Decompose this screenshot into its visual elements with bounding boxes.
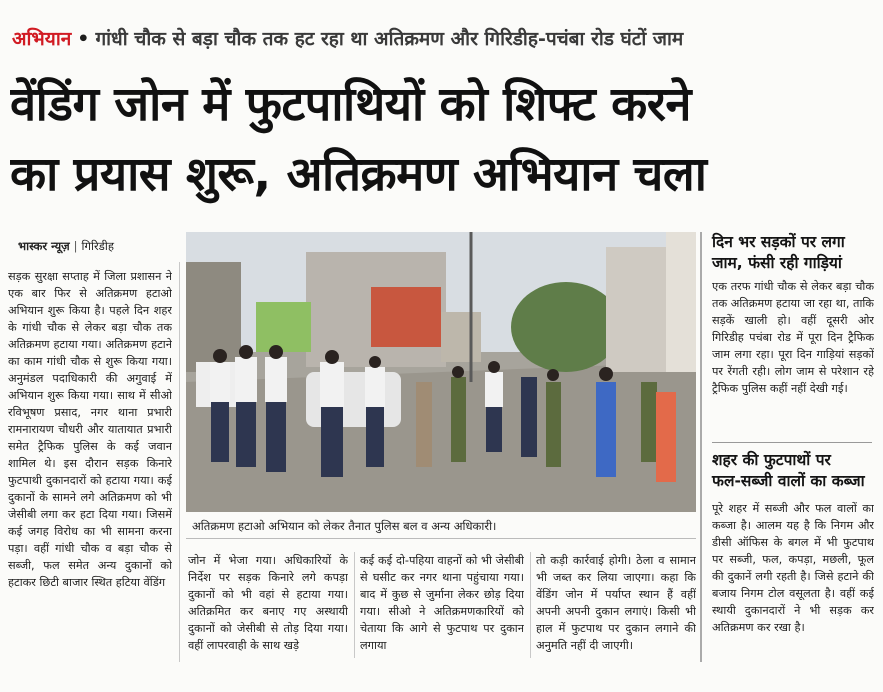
body-column-4: तो कड़ी कार्रवाई होगी। ठेला व सामान भी जब्त कर लिया जाएगा। कहा कि वेंडिंग जोन में पर्याप्त स्थान हैं वहीं अपनी अपनी दुकान लगाएं। किसी भी हाल में फुटपाथ पर दुकान लगाने की अनुमति नहीं दी जाएगी। xyxy=(536,554,696,652)
dateline xyxy=(18,239,114,254)
sidebar-2-heading xyxy=(712,450,877,492)
body-column-2: जोन में भेजा गया। अधिकारियों के निर्देश पर सड़क किनारे लगे कपड़ा दुकानों को भी वहां से हटाया गया। अतिक्रमित कर बनाए गए अस्थायी दुकानों को जेसीबी से तोड़ दिया गया। वहीं लापरवाही के साथ खड़े xyxy=(188,554,348,652)
dateline-source: भास्कर न्यूज़ xyxy=(18,239,70,253)
headline xyxy=(10,70,876,210)
body-column-1: सड़क सुरक्षा सप्ताह में जिला प्रशासन ने एक बार फिर से अतिक्रमण हटाओ अभियान शुरू किया है। पहले दिन शहर के गांधी चौक से लेकर बड़ा चौक तक अतिक्रमण हटाया गया। अतिक्रमण हटाने का काम गांधी चौक से शुरू किया गया। अनुमंडल पदाधिकारी की अगुवाई में अभियान शुरू किया गया। साथ में सीओ रविभूषण प्रसाद, नगर थाना प्रभारी रामनारायण चौधरी और यातायात प्रभारी समेत ट्रैफिक पुलिस के कई जवान शामिल थे। इस दौरान सड़क किनारे फुटपाथी दुकानदारों को हटाया गया। कई दुकानों के सामने लगे अतिक्रमण को भी जेसीबी लगा कर हटा दिया गया। जिसमें कई जगह विरोध का भी सामना करना पड़ा। वहीं गांधी चौक व बड़ा चौक से सब्जी, फल समेत अन्य दुकानों को हटाकर छिटी बाजार स्थित हटिया वेंडिंग xyxy=(8,270,172,589)
dateline-place: गिरिडीह xyxy=(81,239,114,253)
kicker-tag: अभियान xyxy=(12,28,72,50)
kicker-bullet: • xyxy=(77,28,90,50)
police-street-photo xyxy=(186,232,696,512)
sidebar-2-heading-line-1: शहर की फुटपाथों पर xyxy=(712,451,831,469)
sidebar-1-heading-line-2: जाम, फंसी रही गाड़ियां xyxy=(712,254,842,272)
sidebar-1-heading-line-1: दिन भर सड़कों पर लगा xyxy=(712,233,845,251)
sidebar-2-text: पूरे शहर में सब्जी और फल वालों का कब्जा है। आलम यह है कि निगम और डीसी ऑफिस के बगल में भी फुटपाथ पर सब्जी, फल, कपड़ा, मछली, फूल की दुकानें लगी रहती है। जिसे हटाने की बजाय निगम टोल वसूलता है। वहीं कई स्थायी दुकानदारों ने भी सड़क कर अतिक्रमण कर रखा है। xyxy=(712,502,874,634)
dateline-separator: | xyxy=(73,239,78,253)
news-photo xyxy=(186,232,696,512)
photo-caption: अतिक्रमण हटाओ अभियान को लेकर तैनात पुलिस बल व अन्य अधिकारी। xyxy=(186,515,696,539)
sidebar-1-text: एक तरफ गांधी चौक से लेकर बड़ा चौक तक अतिक्रमण हटाया जा रहा था, ताकि सड़कें खाली हो। वहीं दूसरी ओर गिरिडीह पचंबा रोड में पूरा दिन ट्रैफिक जाम लगा रहा। पूरा दिन गाड़ियां सड़कों पर रेंगती रही। लोग जाम से परेशान रहे ट्रैफिक पुलिस कहीं नहीं देखी गई। xyxy=(712,280,874,395)
kicker-line xyxy=(12,22,872,56)
headline-line-2: का प्रयास शुरू, अतिक्रमण अभियान चला xyxy=(10,147,707,202)
column-divider xyxy=(179,262,180,662)
sidebar-divider xyxy=(700,232,702,662)
column-divider xyxy=(354,552,355,658)
sidebar-1-heading xyxy=(712,232,877,274)
kicker-text: गांधी चौक से बड़ा चौक तक हट रहा था अतिक्रमण और गिरिडीह-पचंबा रोड घंटों जाम xyxy=(95,28,684,50)
headline-line-1: वेंडिंग जोन में फुटपाथियों को शिफ्ट करने xyxy=(10,77,692,132)
body-column-3: कई कई दो-पहिया वाहनों को भी जेसीबी से घसीट कर नगर थाना पहुंचाया गया। बाद में कुछ से जुर्माना लेकर छोड़ दिया गया। सीओ ने अतिक्रमणकारियों को चेताया कि आगे से फुटपाथ पर दुकान लगाया xyxy=(360,554,524,652)
sidebar-2-heading-line-2: फल-सब्जी वालों का कब्जा xyxy=(712,472,865,490)
column-divider xyxy=(530,552,531,658)
sidebar-separator xyxy=(712,442,872,443)
